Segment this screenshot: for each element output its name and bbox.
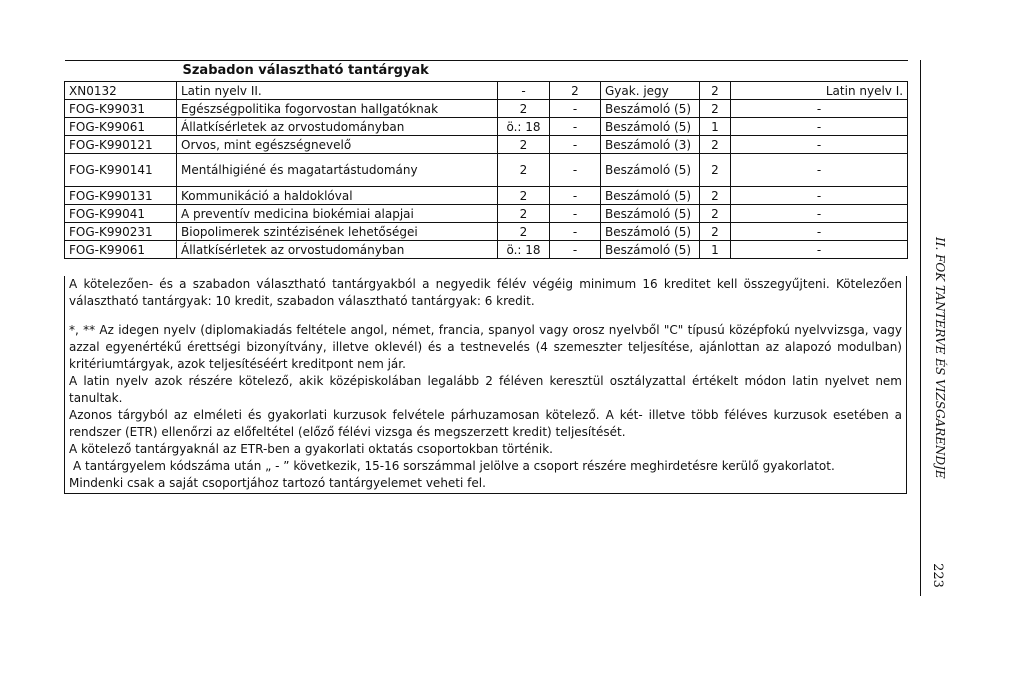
table-title-row (65, 61, 908, 82)
hours-lecture-cell: 2 (498, 205, 550, 223)
hours-lecture-cell: 2 (498, 154, 550, 187)
prerequisite-cell: - (731, 154, 908, 187)
course-code-cell: FOG-K990231 (65, 223, 177, 241)
course-table (64, 60, 908, 259)
exam-type-cell: Beszámoló (5) (601, 241, 700, 259)
credit-cell: 2 (700, 82, 731, 100)
course-name-cell: Latin nyelv II. (177, 82, 498, 100)
side-running-header (930, 237, 950, 479)
prerequisite-cell: - (731, 241, 908, 259)
prerequisite-cell: - (731, 205, 908, 223)
hours-lecture-cell: 2 (498, 136, 550, 154)
course-name-cell: Egészségpolitika fogorvostan hallgatóknak (177, 100, 498, 118)
exam-type-cell: Beszámoló (3) (601, 136, 700, 154)
credit-cell: 2 (700, 223, 731, 241)
course-name-cell: A preventív medicina biokémiai alapjai (177, 205, 498, 223)
prerequisite-cell: - (731, 100, 908, 118)
table-row (65, 100, 908, 118)
course-name-cell: Kommunikáció a haldoklóval (177, 187, 498, 205)
course-code-cell: FOG-K99061 (65, 241, 177, 259)
hours-lecture-cell: ö.: 18 (498, 241, 550, 259)
course-code-cell: XN0132 (65, 82, 177, 100)
course-code-cell: FOG-K990141 (65, 154, 177, 187)
course-code-cell: FOG-K990131 (65, 187, 177, 205)
course-code-cell: FOG-K99031 (65, 100, 177, 118)
credit-cell: 1 (700, 118, 731, 136)
note-etr: A kötelező tantárgyaknál az ETR-ben a gyakorlati oktatás csoportokban történik. (69, 442, 553, 456)
course-name-cell: Állatkísérletek az orvostudományban (177, 118, 498, 136)
course-name-cell: Állatkísérletek az orvostudományban (177, 241, 498, 259)
course-code-cell: FOG-K990121 (65, 136, 177, 154)
exam-type-cell: Beszámoló (5) (601, 205, 700, 223)
credit-cell: 2 (700, 100, 731, 118)
note-credits: A kötelezően- és a szabadon választható tantárgyakból a negyedik félév végéig minimum 16 kreditet kell összegyűjteni. Kötelezően választható tantárgyak: 10 kredit, szabadon választható tantárgyak: 6 kredit. (69, 277, 902, 308)
note-language: *, ** Az idegen nyelv (diplomakiadás feltétele angol, német, francia, spanyol vagy orosz nyelvből "C" típusú középfokú nyelvvizsga, vagy azzal egyenértékű érettségi bizonyítvány, illetve oklevél) és a testnevelés (4 szemeszter teljesítése, ajánlottan az alapozó modulban) kritériumtárgyak, azok teljesítéséért kreditpont nem jár. (69, 323, 902, 371)
exam-type-cell: Beszámoló (5) (601, 223, 700, 241)
side-page-number (930, 560, 950, 590)
hours-lecture-cell: 2 (498, 223, 550, 241)
table-row (65, 187, 908, 205)
table-row (65, 205, 908, 223)
hours-practice-cell: 2 (550, 82, 601, 100)
credit-cell: 2 (700, 154, 731, 187)
right-margin-rule (920, 60, 921, 596)
side-header-text: II. FOK TANTERVE ÉS VIZSGARENDJE (933, 237, 947, 479)
exam-type-cell: Gyak. jegy (601, 82, 700, 100)
note-code-suffix: A tantárgyelem kódszáma után „ - ” következik, 15-16 sorszámmal jelölve a csoport részére meghirdetésre kerülő gyakorlatot. (73, 459, 835, 473)
hours-practice-cell: - (550, 100, 601, 118)
hours-practice-cell: - (550, 223, 601, 241)
hours-practice-cell: - (550, 187, 601, 205)
table-title: Szabadon választható tantárgyak (65, 61, 908, 82)
exam-type-cell: Beszámoló (5) (601, 100, 700, 118)
prerequisite-cell: - (731, 118, 908, 136)
table-row (65, 223, 908, 241)
credit-cell: 2 (700, 136, 731, 154)
hours-lecture-cell: - (498, 82, 550, 100)
table-row (65, 136, 908, 154)
prerequisite-cell: - (731, 223, 908, 241)
credit-cell: 2 (700, 205, 731, 223)
notes-section (64, 276, 907, 494)
note-parallel: Azonos tárgyból az elméleti és gyakorlati kurzusok felvétele párhuzamosan kötelező. A két- illetve több féléves kurzusok esetében a rendszer (ETR) ellenőrzi az előfeltétel (előző félévi vizsga és megszerzett kredit) teljesítését. (69, 408, 902, 439)
page-number-text: 223 (929, 563, 945, 588)
prerequisite-cell: - (731, 136, 908, 154)
course-name-cell: Mentálhigiéné és magatartástudomány (177, 154, 498, 187)
hours-practice-cell: - (550, 205, 601, 223)
table-row (65, 241, 908, 259)
course-code-cell: FOG-K99061 (65, 118, 177, 136)
exam-type-cell: Beszámoló (5) (601, 154, 700, 187)
hours-practice-cell: - (550, 241, 601, 259)
course-name-cell: Orvos, mint egészségnevelő (177, 136, 498, 154)
table-row (65, 154, 908, 187)
course-code-cell: FOG-K99041 (65, 205, 177, 223)
hours-lecture-cell: 2 (498, 187, 550, 205)
table-row (65, 118, 908, 136)
note-latin: A latin nyelv azok részére kötelező, akik középiskolában legalább 2 féléven keresztül osztályzattal értékelt módon latin nyelvet nem tanultak. (69, 374, 902, 405)
note-own-group: Mindenki csak a saját csoportjához tartozó tantárgyelemet veheti fel. (69, 476, 486, 490)
prerequisite-cell: - (731, 187, 908, 205)
hours-practice-cell: - (550, 154, 601, 187)
credit-cell: 2 (700, 187, 731, 205)
hours-practice-cell: - (550, 136, 601, 154)
prerequisite-cell: Latin nyelv I. (731, 82, 908, 100)
credit-cell: 1 (700, 241, 731, 259)
exam-type-cell: Beszámoló (5) (601, 118, 700, 136)
exam-type-cell: Beszámoló (5) (601, 187, 700, 205)
table-row (65, 82, 908, 100)
hours-practice-cell: - (550, 118, 601, 136)
hours-lecture-cell: ö.: 18 (498, 118, 550, 136)
course-name-cell: Biopolimerek szintézisének lehetőségei (177, 223, 498, 241)
hours-lecture-cell: 2 (498, 100, 550, 118)
